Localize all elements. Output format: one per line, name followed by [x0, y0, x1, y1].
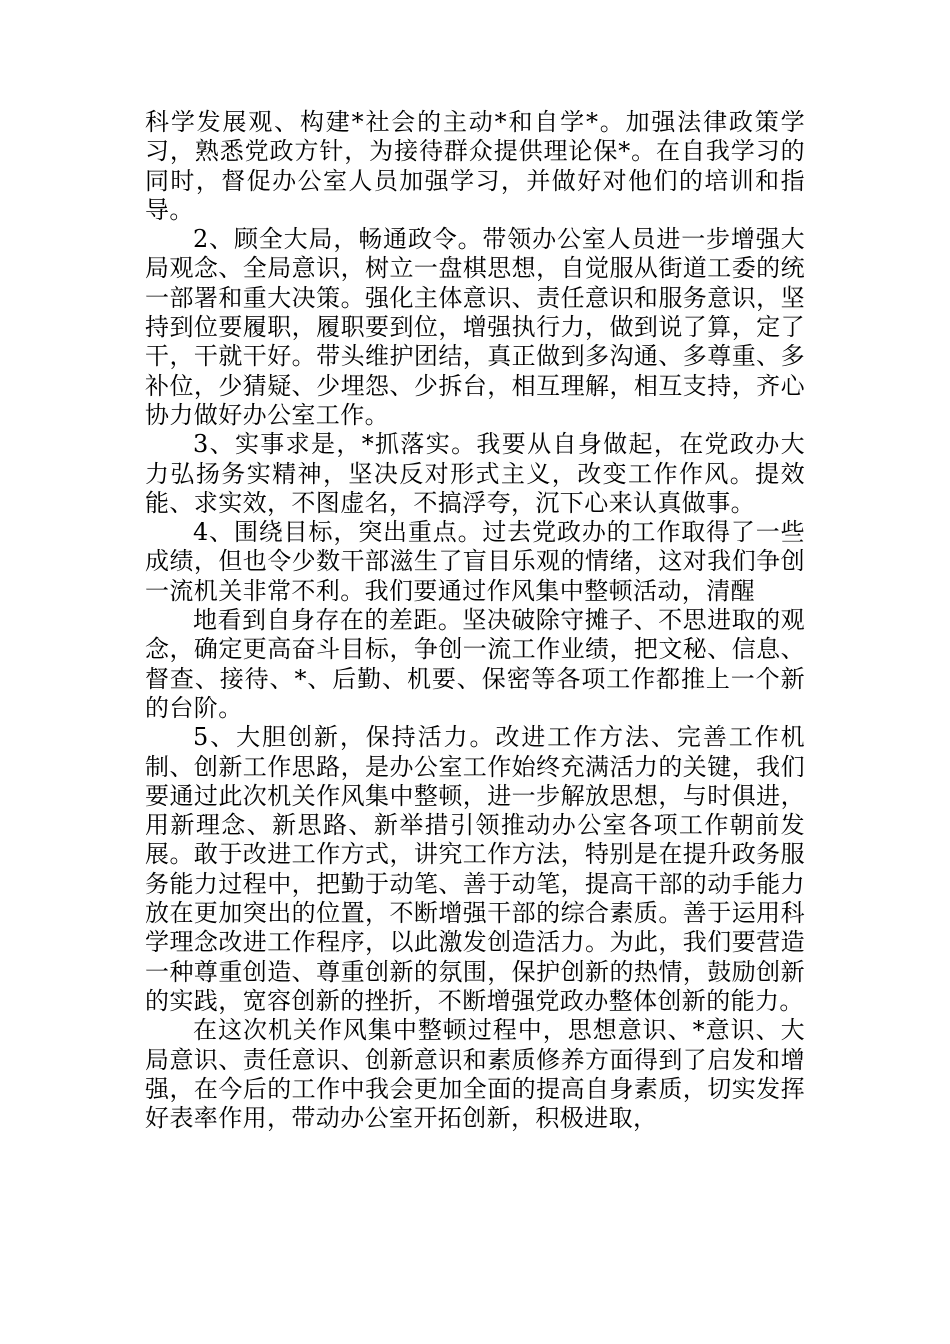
paragraph-item-4: 4、围绕目标，突出重点。过去党政办的工作取得了一些成绩，但也令少数干部滋生了盲目乐观的情绪，这对我们争创一流机关非常不利。我们要通过作风集中整顿活动，清醒 — [145, 518, 805, 605]
paragraph-item-4-continued: 地看到自身存在的差距。坚决破除守摊子、不思进取的观念，确定更高奋斗目标，争创一流工作业绩，把文秘、信息、督查、接待、*、后勤、机要、保密等各项工作都推上一个新的台阶。 — [145, 606, 805, 722]
paragraph-item-2: 2、顾全大局，畅通政令。带领办公室人员进一步增强大局观念、全局意识，树立一盘棋思想，自觉服从街道工委的统一部署和重大决策。强化主体意识、责任意识和服务意识，坚持到位要履职，履职要到位，增强执行力，做到说了算，定了干，干就干好。带头维护团结，真正做到多沟通、多尊重、多补位，少猜疑、少埋怨、少拆台，相互理解，相互支持，齐心协力做好办公室工作。 — [145, 225, 805, 429]
paragraph-conclusion: 在这次机关作风集中整顿过程中，思想意识、*意识、大局意识、责任意识、创新意识和素质修养方面得到了启发和增强，在今后的工作中我会更加全面的提高自身素质，切实发挥好表率作用，带动办公室开拓创新，积极进取， — [145, 1016, 805, 1133]
paragraph-study: 科学发展观、构建*社会的主动*和自学*。加强法律政策学习，熟悉党政方针，为接待群众提供理论保*。在自我学习的同时，督促办公室人员加强学习，并做好对他们的培训和指导。 — [145, 108, 805, 224]
paragraph-item-5: 5、大胆创新，保持活力。改进工作方法、完善工作机制、创新工作思路，是办公室工作始终充满活力的关键，我们要通过此次机关作风集中整顿，进一步解放思想，与时俱进，用新理念、新思路、新举措引领推动办公室各项工作朝前发展。敢于改进工作方式，讲究工作方法，特别是在提升政务服务能力过程中，把勤于动笔、善于动笔，提高干部的动手能力放在更加突出的位置，不断增强干部的综合素质。善于运用科学理念改进工作程序，以此激发创造活力。为此，我们要营造一种尊重创造、尊重创新的氛围，保护创新的热情，鼓励创新的实践，宽容创新的挫折，不断增强党政办整体创新的能力。 — [145, 723, 805, 1015]
document-body — [145, 108, 805, 1133]
paragraph-item-3: 3、实事求是，*抓落实。我要从自身做起，在党政办大力弘扬务实精神，坚决反对形式主义，改变工作作风。提效能、求实效，不图虚名，不搞浮夸，沉下心来认真做事。 — [145, 430, 805, 517]
